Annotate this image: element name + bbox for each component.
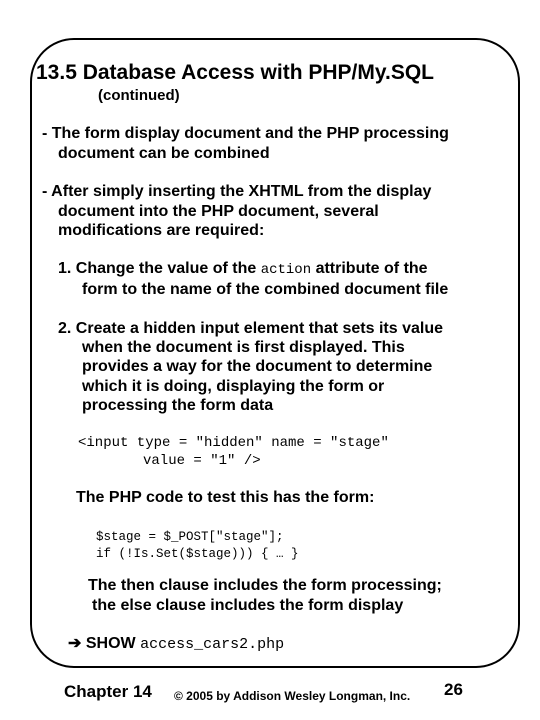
item-2-line-3: provides a way for the document to determine xyxy=(82,358,433,375)
footer-chapter: Chapter 14 xyxy=(64,682,152,701)
clause-line-2: the else clause includes the form display xyxy=(92,597,404,614)
bullet-2-line-1: - After simply inserting the XHTML from the display xyxy=(42,183,432,200)
bullet-1-line-2: document can be combined xyxy=(58,145,270,162)
bullet-1-line-1: - The form display document and the PHP processing xyxy=(42,125,449,142)
item-2-line-2: when the document is first displayed. This xyxy=(82,339,405,356)
show-label: SHOW xyxy=(85,635,136,652)
show-file: access_cars2.php xyxy=(140,636,285,653)
item-1-text-post: attribute of the xyxy=(311,260,428,277)
page-number: 26 xyxy=(444,680,463,699)
slide-subtitle: (continued) xyxy=(98,87,180,104)
php-intro: The PHP code to test this has the form: xyxy=(76,489,375,506)
bullet-2-line-2: document into the PHP document, several xyxy=(58,203,379,220)
item-1-line-2: form to the name of the combined document file xyxy=(82,281,449,298)
item-2-line-4: which it is doing, displaying the form or xyxy=(82,378,385,395)
footer-copyright: © 2005 by Addison Wesley Longman, Inc. xyxy=(174,689,411,703)
item-1-text-pre: 1. Change the value of the xyxy=(58,260,261,277)
item-2-line-5: processing the form data xyxy=(82,397,274,414)
show-line xyxy=(68,634,284,654)
item-2-line-1: 2. Create a hidden input element that sets its value xyxy=(58,320,443,337)
slide-title: 13.5 Database Access with PHP/My.SQL xyxy=(36,61,434,84)
code-php-line-1: $stage = $_POST["stage"]; xyxy=(96,530,284,544)
code-input-line-1: <input type = "hidden" name = "stage" xyxy=(78,435,389,451)
bullet-2-line-3: modifications are required: xyxy=(58,222,265,239)
action-code: action xyxy=(260,262,312,278)
item-1-line-1 xyxy=(58,259,428,280)
code-php-line-2: if (!Is.Set($stage))) { … } xyxy=(96,547,299,561)
arrow-icon: ➔ xyxy=(68,635,82,652)
clause-line-1: The then clause includes the form processing; xyxy=(88,577,442,594)
code-input-line-2: value = "1" /> xyxy=(143,453,261,469)
